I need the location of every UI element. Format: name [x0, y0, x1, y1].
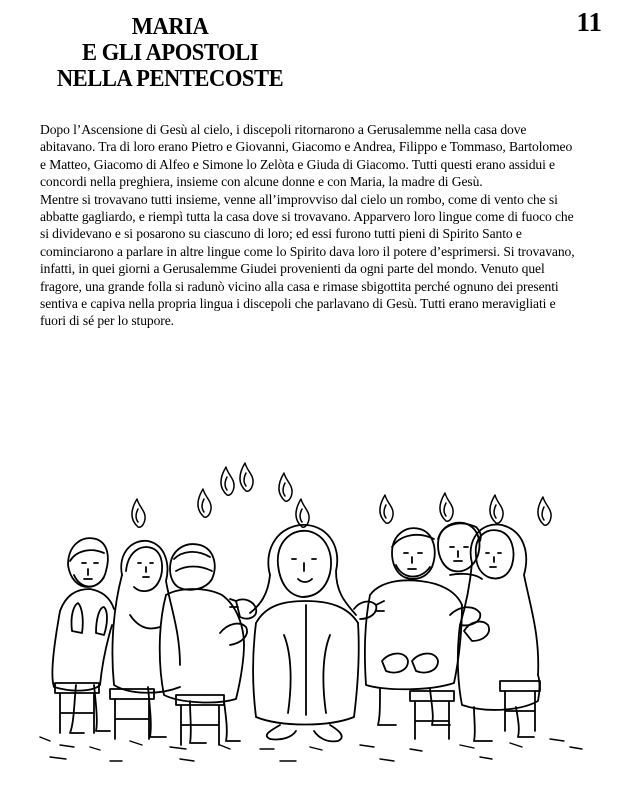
- floor-lines: [40, 737, 582, 761]
- pentecost-illustration: [30, 455, 610, 775]
- apostle-left: [52, 538, 114, 733]
- apostle-young: [438, 523, 482, 626]
- title-line-2: E GLI APOSTOLI: [81, 40, 259, 66]
- story-text: [40, 121, 580, 330]
- title-line-1: MARIA: [131, 14, 209, 40]
- flame-icons: [132, 463, 551, 527]
- woman-right: [458, 524, 540, 741]
- paragraph-ascension: Dopo l’Ascensione di Gesù al cielo, i discepoli ritornarono a Gerusalemme nella casa dove abitavano. Tra di loro erano Pietro e Giovanni, Giacomo e Andrea, Filippo e Tommaso, Bartolomeo e Matteo, Giacomo di Alfeo e Simone lo Zelòta e Giuda di Giacomo. Tutti questi erano assidui e concordi nella preghiera, insieme con alcune donne e con Maria, la madre di Gesù.: [40, 122, 573, 190]
- page-title: [38, 14, 301, 92]
- apostle-back: [160, 544, 247, 743]
- page-number: 11: [576, 7, 602, 37]
- paragraph-pentecost: Mentre si trovavano tutti insieme, venne all’improvviso dal cielo un rombo, come di vento che si abbatte gagliardo, e riempì tutta la casa dove si trovavano. Apparvero loro lingue come di fuoco che si dividevano e si posarono su ciascuno di loro; ed essi furono tutti pieni di Spirito Santo e cominciarono a parlare in altre lingue come lo Spirito dava loro il potere d’esprimersi. Si trovavano, infatti, in quei giorni a Gerusalemme Giudei provenienti da ogni parte del mondo. Venuto quel fragore, una grande folla si radunò vicino alla casa e rimase sbigottita perché ognuno dei presenti sentiva e capiva nella propria lingua i discepoli che parlavano di Gesù. Tutti erano meravigliati e fuori di sé per lo stupore.: [40, 191, 575, 329]
- title-line-3: NELLA PENTECOSTE: [56, 66, 284, 92]
- mary-figure: [230, 525, 384, 742]
- apostle-right: [365, 528, 462, 725]
